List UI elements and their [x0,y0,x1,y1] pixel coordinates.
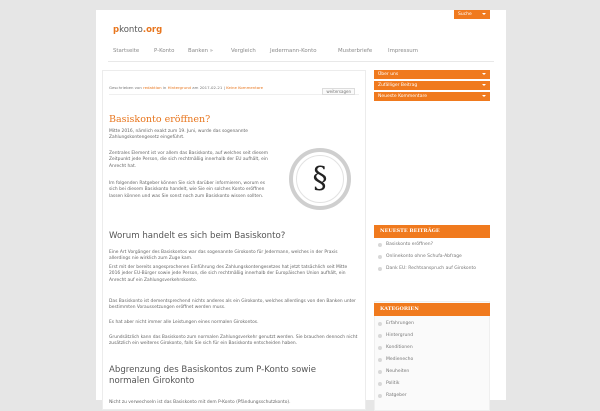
category-link[interactable]: Konditionen [386,345,488,351]
post-category-link[interactable]: Hintergrund [167,85,192,90]
post-title: Basiskonto eröffnen? [109,114,211,125]
site-logo[interactable] [113,25,162,35]
recent-post-link[interactable]: Dank EU: Rechtsanspruch auf Girokonto [386,266,488,272]
body-paragraph-4: Es hat aber nicht immer alle Leistungen eines normalen Girokontos. [109,320,259,325]
main-nav [108,46,494,62]
body-paragraph-3: Das Basiskonto ist dementsprechend nichts anderes als ein Girokonto, welches allerdings von den Banken unter bestimmten Voraussetzungen eröffnet werden muss. [109,299,356,311]
nav-item-startseite[interactable]: Startseite [113,48,140,54]
body-paragraph-5: Grundsätzlich kann das Basiskonto zum normalen Zahlungsverkehr genutzt werden. Sie brauchen dennoch nicht zusätzlich ein weiteres Girokonto, falls Sie sich für ein Basiskonto entscheiden haben. [109,335,358,347]
category-link[interactable]: Medienecho [386,357,488,363]
nav-item-jedermann-konto[interactable]: Jedermann-Konto [270,48,317,54]
logo-prefix: p [113,25,120,35]
section-heading-1: Worum handelt es sich beim Basiskonto? [109,231,286,241]
share-button[interactable]: weitersagen [322,88,355,95]
chevron-down-icon [482,84,486,86]
body-paragraph-1: Eine Art Vorgänger des Basiskontos war das sogenannte Girokonto für Jedermann, welches in der Praxis allerdings nie wirklich zum Zuge kam. [109,250,338,262]
recent-posts-title: NEUESTE BEITRÄGE [374,225,490,238]
search-dropdown[interactable] [454,10,490,19]
search-label: Suche [458,12,472,17]
meta-in: in [162,85,167,90]
post-article [102,70,366,410]
post-comments-link[interactable]: Keine Kommentare [226,85,264,90]
logo-suffix: .org [142,25,163,35]
category-link[interactable]: Erfahrungen [386,321,488,327]
sidebar-tab-label: Zufälliger Beitrag [378,83,418,88]
sidebar-tab-label: Neueste Kommentare [378,94,427,99]
categories-title: KATEGORIEN [374,303,490,316]
intro-paragraph-1: Mitte 2016, nämlich exakt zum 19. Juni, wurde das sogenannte Zahlungskontengesetz eingeführt. [109,129,248,141]
nav-item-musterbriefe[interactable]: Musterbriefe [338,48,373,54]
post-date: 2017-02-21 [199,85,223,90]
nav-item-p-konto[interactable]: P-Konto [154,48,175,54]
chevron-down-icon [482,13,486,15]
meta-separator: | [223,85,225,90]
intro-paragraph-3: Im folgenden Ratgeber können Sie sich darüber informieren, worum es sich bei diesem Basiskonto handelt, wie Sie ein solches Konto eröffnen lassen können und was Sie sonst noch zum Basiskonto wissen sollten. [109,181,266,199]
recent-post-link[interactable]: Basiskonto eröffnen? [386,242,488,248]
paragraph-symbol-icon [289,148,351,210]
paragraph-symbol: § [296,155,344,203]
sidebar-tab-zufaelliger-beitrag[interactable] [374,81,490,90]
category-link[interactable]: Hintergrund [386,333,488,339]
body-paragraph-2: Erst mit der bereits angesprochenen Einführung des Zahlungskontengesetzes hat jetzt tatsächlich seit Mitte 2016 jeder EU-Bürger sowie jede Person, die sich rechtmäßig innerhalb der Europäischen Union aufhält, ein Anrecht auf ein Zahlungsverkehrskonto. [109,265,348,283]
post-author-link[interactable]: redaktion [143,85,162,90]
logo-text: konto [119,25,143,35]
header [96,10,506,40]
page [96,10,506,405]
intro-paragraph-2: Zentrales Element ist vor allem das Basiskonto, auf welches seit diesem Zeitpunkt jede Person, die sich rechtmäßig innerhalb der EU aufhält, ein Anrecht hat. [109,151,269,169]
section-heading-2: Abgrenzung des Basiskontos zum P-Konto sowie normalen Girokonto [109,365,316,386]
chevron-down-icon [482,73,486,75]
category-link[interactable]: Politik [386,381,488,387]
category-link[interactable]: Neuheiten [386,369,488,375]
recent-post-link[interactable]: Onlinekonto ohne Schufa-Abfrage [386,254,488,260]
meta-am: am [192,85,199,90]
category-link[interactable]: Ratgeber [386,393,488,399]
sidebar-tab-neueste-kommentare[interactable] [374,92,490,101]
nav-item-vergleich[interactable]: Vergleich [231,48,256,54]
post-meta [109,85,359,95]
nav-item-impressum[interactable]: Impressum [388,48,418,54]
body-paragraph-6: Nicht zu verwechseln ist das Basiskonto mit dem P-Konto (Pfändungsschutzkonto). [109,400,291,405]
chevron-down-icon [482,95,486,97]
meta-prefix: Geschrieben von [109,85,142,90]
sidebar-tab-label: Über uns [378,72,399,77]
sidebar-tab-ueber-uns[interactable] [374,70,490,79]
nav-item-banken[interactable]: Banken » [188,48,214,54]
